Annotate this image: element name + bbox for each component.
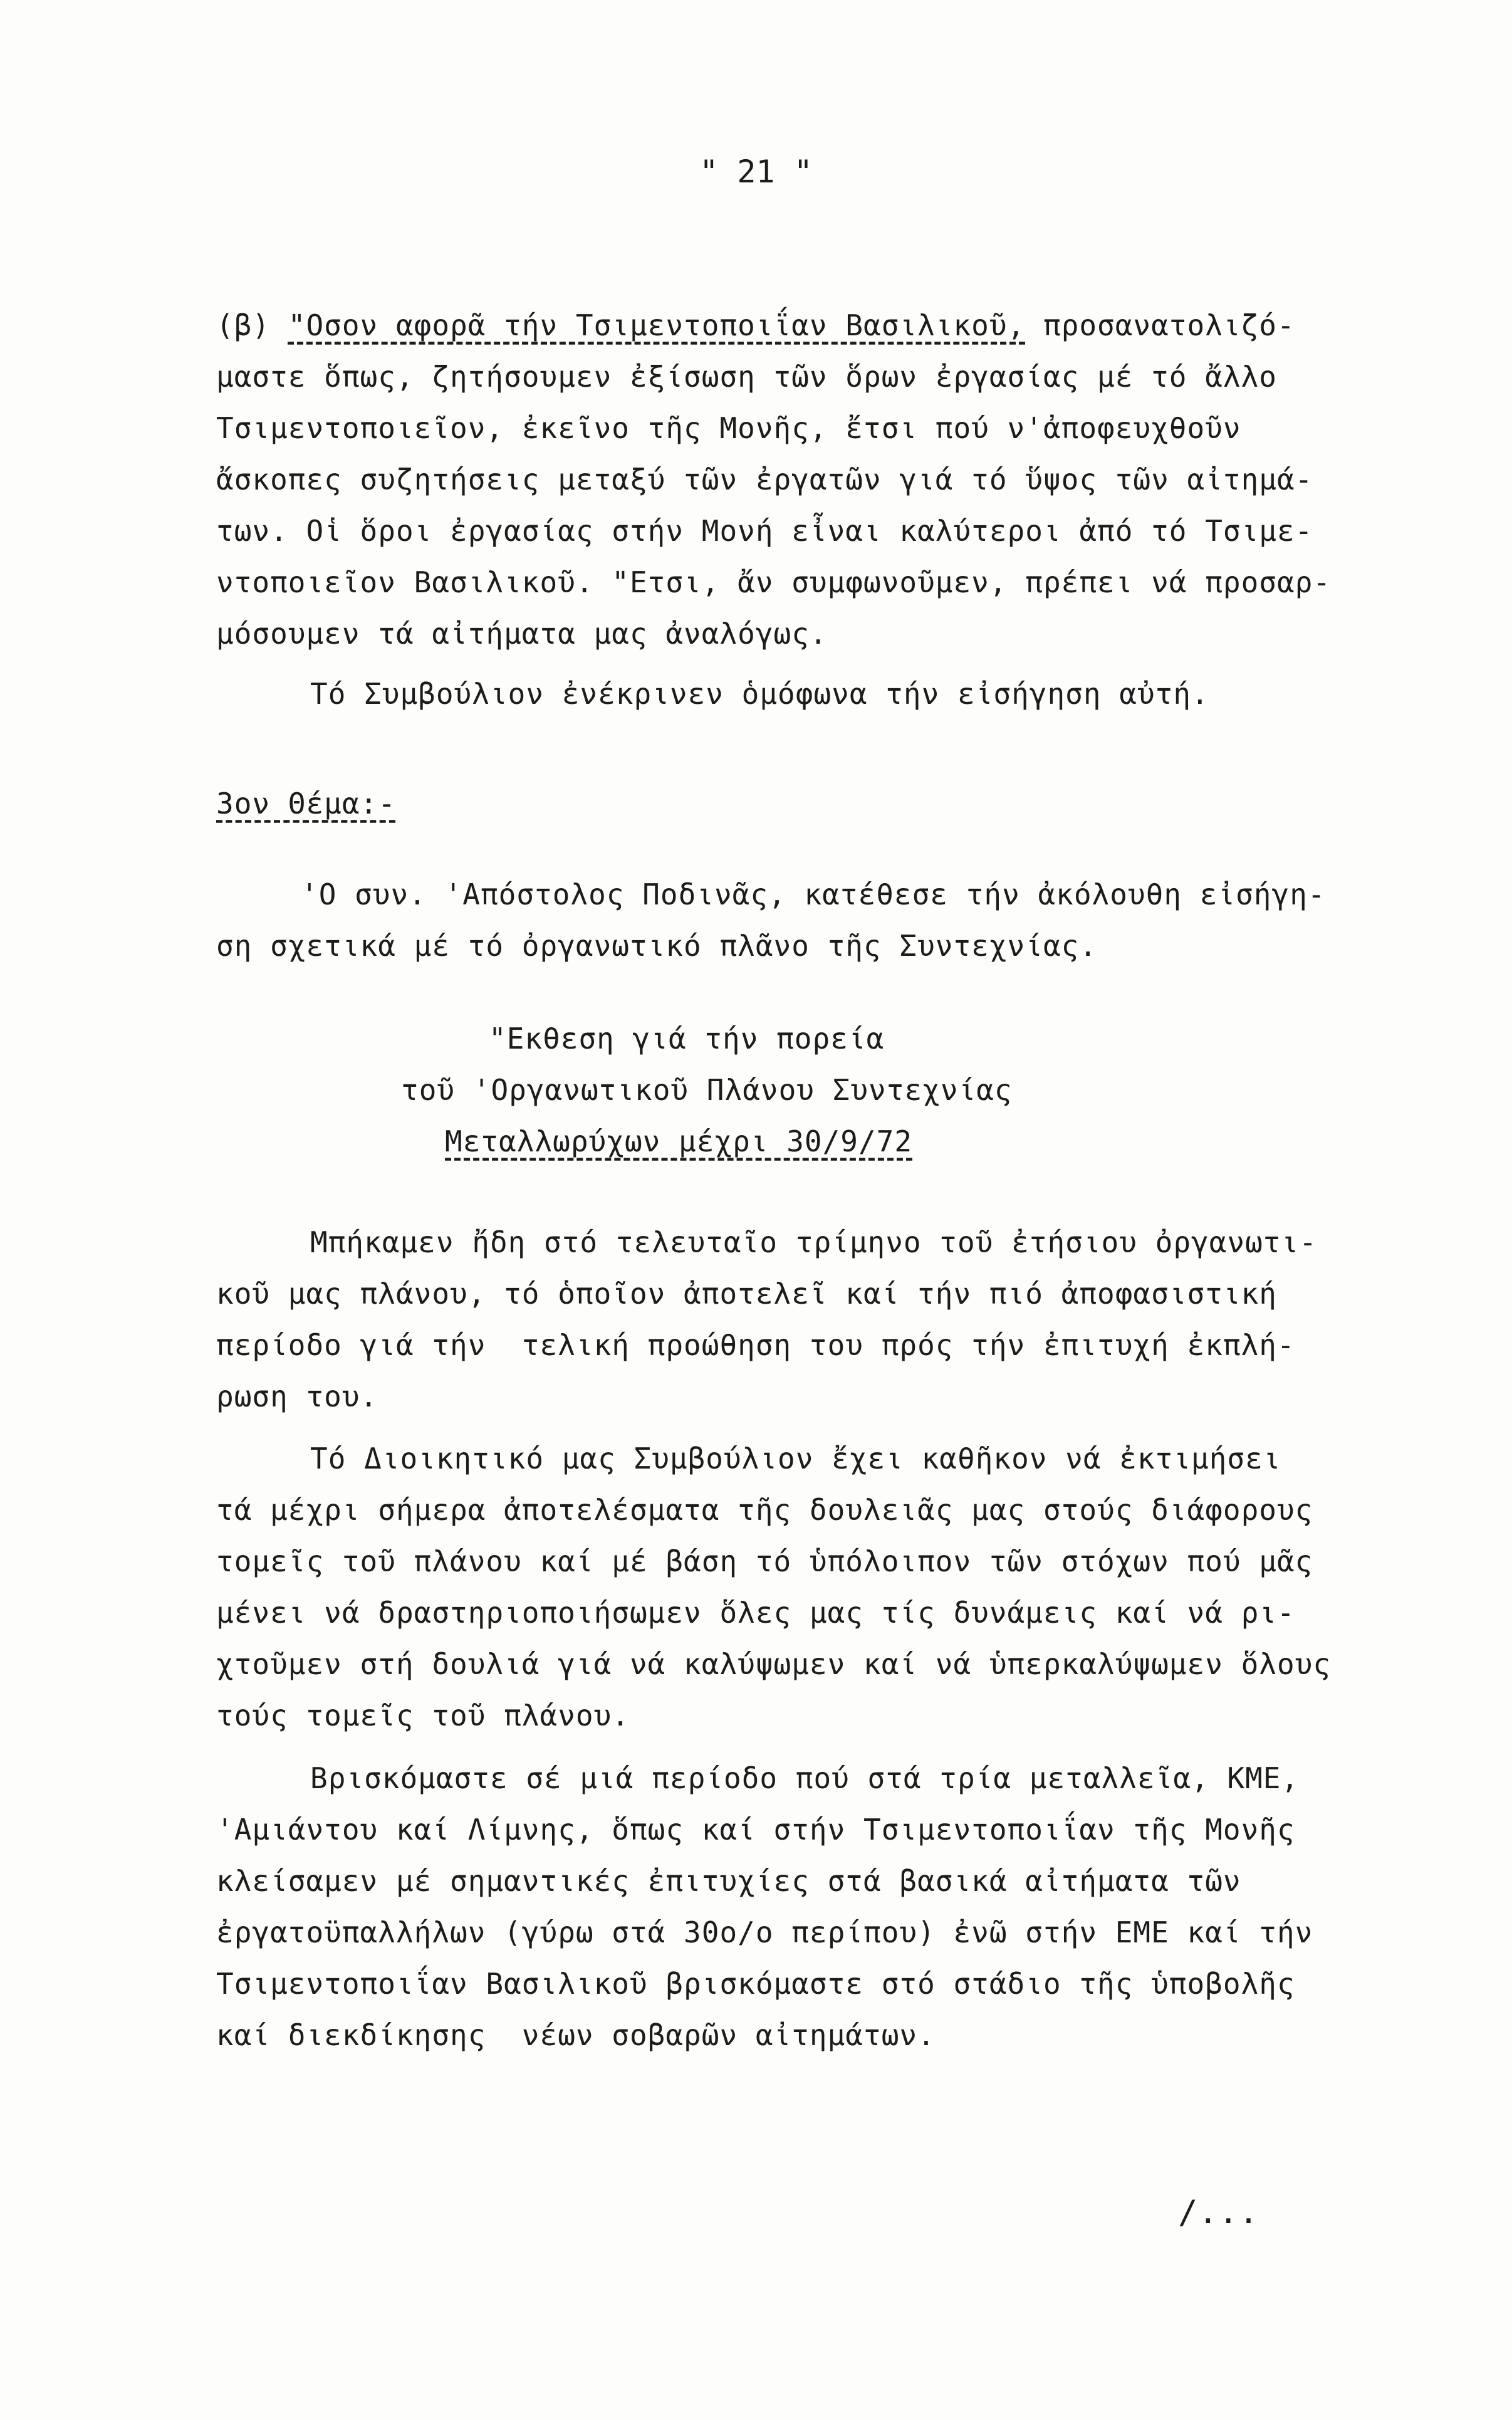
- section-b-underlined-heading: "Οσον αφορᾶ τήν Τσιμεντοποιΐαν Βασιλικοῦ,: [288, 308, 1026, 342]
- paragraph-3-line: ἐργατοϋπαλλήλων (γύρω στά 30ο/ο περίπου) ἐνῶ στήν ΕΜΕ καί τήν: [216, 1915, 1313, 1949]
- paragraph-1-line: κοῦ μας πλάνου, τό ὁποῖον ἀποτελεῖ καί τήν πιό ἀποφασιστική: [216, 1277, 1277, 1311]
- paragraph-1-line: περίοδο γιά τήν τελική προώθηση του πρός τήν ἐπιτυχή ἐκπλή-: [216, 1328, 1295, 1362]
- paragraph-3-line: καί διεκδίκησης νέων σοβαρῶν αἰτημάτων.: [216, 2018, 936, 2052]
- paragraph-2-line: τούς τομεῖς τοῦ πλάνου.: [216, 1699, 630, 1732]
- section-b-lead: (β): [216, 308, 288, 342]
- section-b-line: ἄσκοπες συζητήσεις μεταξύ τῶν ἐργατῶν γιά τό ὕψος τῶν αἰτημά-: [216, 463, 1313, 496]
- section-b-first-line: [216, 308, 1295, 342]
- approval-statement: Τό Συμβούλιον ἐνέκρινεν ὁμόφωνα τήν εἰσήγηση αὐτή.: [310, 677, 1209, 711]
- report-title-line-2: τοῦ 'Οργανωτικοῦ Πλάνου Συντεχνίας: [401, 1073, 1013, 1107]
- paragraph-1-line: ρωση του.: [216, 1380, 378, 1413]
- topic-3-heading: 3ον Θέμα:-: [216, 787, 396, 820]
- report-title-line-3: Μεταλλωρύχων μέχρι 30/9/72: [445, 1124, 913, 1158]
- page-number: " 21 ": [699, 154, 813, 190]
- paragraph-3-line: Τσιμεντοποιΐαν Βασιλικοῦ βρισκόμαστε στό στάδιο τῆς ὑποβολῆς: [216, 1967, 1295, 2001]
- continuation-mark: /...: [1178, 2194, 1259, 2231]
- report-title-line-1: "Εκθεση γιά τήν πορεία: [489, 1022, 885, 1055]
- section-b-line: ντοποιεῖον Βασιλικοῦ. "Ετσι, ἄν συμφωνοῦμεν, πρέπει νά προσαρ-: [216, 565, 1332, 599]
- section-b-line: των. Οἱ ὅροι ἐργασίας στήν Μονή εἶναι καλύτεροι ἀπό τό Τσιμε-: [216, 514, 1313, 548]
- paragraph-2-line: χτοῦμεν στή δουλιά γιά νά καλύψωμεν καί νά ὑπερκαλύψωμεν ὅλους: [216, 1647, 1332, 1681]
- section-b-line: μαστε ὅπως, ζητήσουμεν ἐξίσωση τῶν ὅρων ἐργασίας μέ τό ἄλλο: [216, 360, 1277, 394]
- paragraph-2-line: τομεῖς τοῦ πλάνου καί μέ βάση τό ὑπόλοιπον τῶν στόχων πού μᾶς: [216, 1544, 1313, 1578]
- topic-3-line: ση σχετικά μέ τό ὀργανωτικό πλᾶνο τῆς Συντεχνίας.: [216, 929, 1098, 963]
- paragraph-3-line: κλείσαμεν μέ σημαντικές ἐπιτυχίες στά βασικά αἰτήματα τῶν: [216, 1864, 1241, 1898]
- paragraph-2-line: Τό Διοικητικό μας Συμβούλιον ἔχει καθῆκον νά ἐκτιμήσει: [310, 1442, 1281, 1475]
- section-b-line: Τσιμεντοποιεῖον, ἐκεῖνο τῆς Μονῆς, ἔτσι πού ν'ἀποφευχθοῦν: [216, 411, 1241, 445]
- paragraph-3-line: 'Αμιάντου καί Λίμνης, ὅπως καί στήν Τσιμεντοποιΐαν τῆς Μονῆς: [216, 1813, 1295, 1846]
- section-b-line: μόσουμεν τά αἰτήματα μας ἀναλόγως.: [216, 617, 828, 651]
- section-b-first-line-rest: προσανατολιζό-: [1025, 308, 1295, 342]
- paragraph-3-line: Βρισκόμαστε σέ μιά περίοδο πού στά τρία μεταλλεῖα, ΚΜΕ,: [310, 1761, 1300, 1795]
- paragraph-1-line: Μπήκαμεν ἤδη στό τελευταῖο τρίμηνο τοῦ ἐτήσιου ὀργανωτι-: [310, 1225, 1317, 1259]
- paragraph-2-line: μένει νά δραστηριοποιήσωμεν ὅλες μας τίς δυνάμεις καί νά ρι-: [216, 1596, 1295, 1630]
- topic-3-line: 'Ο συν. 'Απόστολος Ποδινᾶς, κατέθεσε τήν ἀκόλουθη εἰσήγη-: [301, 877, 1326, 911]
- paragraph-2-line: τά μέχρι σήμερα ἀποτελέσματα τῆς δουλειᾶς μας στούς διάφορους: [216, 1493, 1313, 1527]
